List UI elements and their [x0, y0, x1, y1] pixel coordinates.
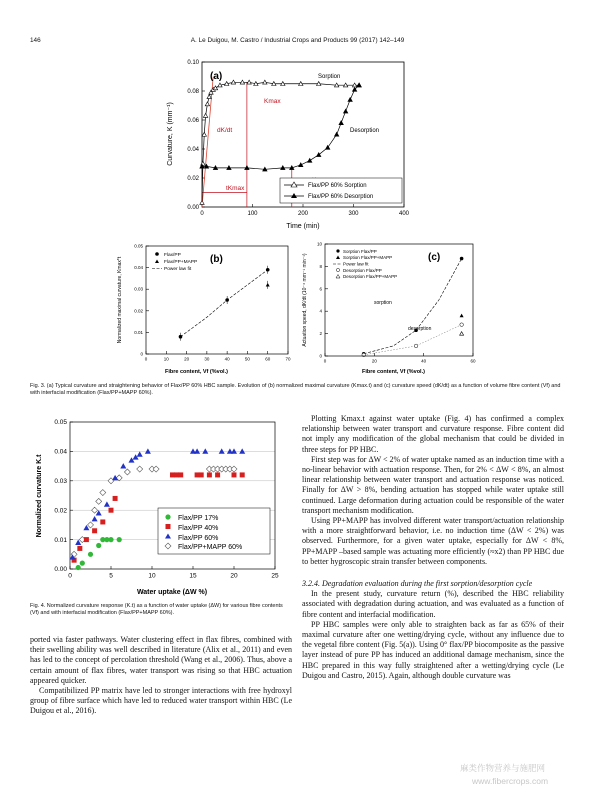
flax-pp-40-point [109, 508, 114, 513]
legend-sorption-flax-pp-mapp: Sorption Flax/PP+MAPP [343, 255, 393, 260]
y-tick-label: 0.02 [54, 507, 67, 515]
y-tick-label: 0 [319, 353, 322, 359]
flax-pp-17-point [76, 565, 81, 570]
right-column-text [302, 414, 564, 681]
flax-pp-mapp-60-point [124, 469, 130, 475]
legend-flax-pp-60: Flax/PP 60% [178, 535, 219, 542]
sorption-point [213, 86, 217, 90]
y-tick-label: 4 [319, 308, 322, 314]
sorption-flax-pp-mapp-point [460, 314, 464, 318]
annotation-sorption: Sorption [318, 74, 341, 80]
y-tick-label: 0.10 [187, 60, 199, 66]
flax-pp-40-point [199, 472, 204, 477]
figure-3b-chart [110, 240, 295, 375]
left-column-text [30, 635, 292, 717]
paragraph: In the present study, curvature return (%), described the HBC reliability associated with degradation during actuation, and was evaluated as a function of fibre content and interfacial modification. [302, 589, 564, 619]
x-tick-label: 5 [109, 572, 113, 580]
annotation-tkmax: tKmax [226, 185, 245, 192]
flax-pp-60-point [202, 448, 208, 453]
legend-flax-pp: Flax/PP [164, 253, 181, 258]
flax-pp-60-point [194, 448, 200, 453]
x-tick-label: 20 [184, 356, 190, 362]
flax-pp-60-point [219, 448, 225, 453]
flax-pp-40-point [92, 528, 97, 533]
flax-pp-60-point [104, 501, 110, 506]
legend-flax-pp-mapp: Flax/PP+MAPP [164, 260, 198, 265]
x-tick-label: 60 [470, 358, 476, 364]
y-tick-label: 0.00 [187, 205, 199, 211]
x-tick-label: 50 [244, 356, 250, 362]
y-tick-label: 0.02 [187, 176, 199, 182]
legend-marker-green-circle [165, 514, 170, 519]
flax-pp-mapp-60-point [100, 490, 106, 496]
desorption-point [299, 163, 303, 167]
flax-pp-40-point [84, 537, 89, 542]
figure-4-caption: Fig. 4. Normalized curvature response (K.t) as a function of water uptake (ΔW) for various fibre contents (Vf) and with interfacial modification (Flax/PP+MAPP 60%). [30, 603, 283, 617]
flax-pp-point [225, 298, 229, 302]
page-number: 146 [30, 37, 41, 44]
y-tick-label: 0.08 [187, 89, 199, 95]
legend-flax-pp-17: Flax/PP 17% [178, 515, 219, 522]
x-tick-label: 400 [398, 211, 410, 217]
legend-desorption-flax-pp: Desorption Flax/PP [343, 268, 382, 273]
flax-pp-17-point [108, 537, 113, 542]
flax-pp-mapp-60-point [88, 522, 94, 528]
sorption-point [205, 102, 209, 106]
paragraph: PP HBC samples were only able to straighten back as far as 65% of their maximal curvature after one wetting/drying cycle, without any influence due to the vegetal fibre content (Fig. 5(a)). Using 0° flax/PP biocomposite as the passive layer instead of pure PP has induced an additional damage mechanism, since the HBC prepared in this way fully straightened after a wetting/drying cycle (Le Duigou and Castro, 2015). Again, although double curvature was [302, 619, 564, 680]
x-tick-label: 30 [204, 356, 210, 362]
flax-pp-17-point [88, 552, 93, 557]
flax-pp-60-point [231, 448, 237, 453]
legend-flax-pp-40: Flax/PP 40% [178, 525, 219, 532]
flax-pp-60-point [92, 516, 98, 521]
legend-flax-pp-mapp-60: Flax/PP+MAPP 60% [178, 544, 243, 551]
y-axis-label: Normalized maximal curvature, Kmax*t [117, 256, 123, 344]
y-tick-label: 0.05 [134, 243, 143, 249]
flax-pp-40-point [207, 472, 212, 477]
y-axis-label: Normalized curvature K.t [36, 454, 43, 538]
x-tick-label: 0 [144, 356, 148, 362]
sorption-point [207, 95, 211, 99]
paragraph: Plotting Kmax.t against water uptake (Fig. 4) has confirmed a complex relationship between water transport and curvature response. Fibre content did not imply any modification of the global mechanism that could be divided in three steps for PP HBC. [302, 414, 564, 454]
x-axis-label: Fibre content, Vf (%vol.) [362, 369, 425, 375]
sorption-flax-pp-point [460, 257, 464, 261]
flax-pp-mapp-60-point [153, 466, 159, 472]
x-tick-label: 40 [421, 358, 427, 364]
x-tick-label: 300 [348, 211, 359, 217]
watermark-line-2: www.fibercrops.com [472, 776, 549, 786]
y-tick-label: 6 [319, 286, 322, 292]
sorption-point [201, 161, 205, 165]
x-tick-label: 10 [163, 356, 169, 362]
flax-pp-point [179, 335, 183, 339]
flax-pp-mapp-60-point [231, 466, 237, 472]
y-tick-label: 0.04 [187, 147, 199, 153]
desorption-point [343, 109, 347, 113]
flax-pp-40-point [240, 472, 245, 477]
y-tick-label: 0.05 [54, 419, 67, 427]
y-tick-label: 0.03 [134, 286, 143, 292]
legend-power-law-fit: Power law fit [164, 267, 192, 272]
flax-pp-17-point [96, 543, 101, 548]
flax-pp-mapp-point [266, 283, 270, 287]
flax-pp-40-point [77, 546, 82, 551]
flax-pp-40-point [113, 496, 118, 501]
desorption-point [334, 132, 338, 136]
x-tick-label: 40 [224, 356, 230, 362]
legend-desorption-flax-pp-mapp: Desorption Flax/PP+MAPP [343, 274, 398, 279]
y-tick-label: 0.06 [187, 118, 199, 124]
x-tick-label: 15 [189, 572, 197, 580]
y-tick-label: 0.01 [134, 329, 143, 335]
desorption-point [325, 145, 329, 149]
running-title: A. Le Duigou, M. Castro / Industrial Crops and Products 99 (2017) 142–149 [190, 37, 405, 44]
legend-marker-red-square [166, 524, 171, 529]
figure-4-chart [30, 414, 290, 600]
desorption-point [339, 121, 343, 125]
y-axis-label: Actuation speed, dK/dt (10⁻⁴ mm⁻¹ min⁻¹) [302, 253, 308, 347]
sorption-point [202, 132, 206, 136]
figure-3a-chart [160, 52, 430, 232]
legend-sorption: Flax/PP 60% Sorption [308, 183, 367, 189]
annotation-kmax: Kmax [264, 98, 281, 105]
paragraph: Using PP+MAPP has involved different water transport/actuation relationship with a more straightforward behavior, i.e. no induction time (ΔW < 2%) was observed. Furthermore, for a given water uptake, especially for ΔW < 8%, PP+MAPP –based sample was actuating more efficiently (≈x2) than PP HBC due to better hygroscopic strain transfer between components. [302, 516, 564, 566]
legend-sorption-flax-pp: Sorption Flax/PP [343, 249, 377, 254]
y-tick-label: 0.04 [54, 448, 67, 456]
flax-pp-mapp-60-point [96, 498, 102, 504]
annotation-sorption: sorption [374, 300, 392, 306]
flax-pp-mapp-60-point [137, 466, 143, 472]
legend-power-law-fit: Power law fit [343, 261, 369, 267]
x-axis-label: Water uptake (ΔW %) [136, 589, 208, 596]
x-tick-label: 25 [271, 572, 279, 580]
figure-3c-chart [300, 240, 480, 375]
panel-label-b: (b) [210, 254, 223, 265]
flax-pp-60-point [145, 448, 151, 453]
flax-pp-40-point [232, 472, 237, 477]
annotation-desorption: desorption [408, 326, 432, 332]
flax-pp-60-point [120, 463, 126, 468]
power-law-fit-line [180, 270, 267, 337]
flax-pp-point [266, 268, 270, 272]
desorption-flax-pp-point [460, 323, 464, 327]
watermark-line-1: 麻类作物营养与施肥网 [460, 764, 546, 774]
legend-desorption: Flax/PP 60% Desorption [308, 194, 374, 200]
x-tick-label: 0 [68, 572, 72, 580]
x-tick-label: 100 [247, 211, 258, 217]
flax-pp-17-point [117, 537, 122, 542]
y-axis-label: Curvature, K (mm⁻¹) [167, 102, 174, 166]
x-tick-label: 0 [323, 358, 327, 364]
section-heading: 3.2.4. Degradation evaluation during the first sorption/desorption cycle [302, 579, 533, 589]
sorption-point [263, 80, 267, 84]
sorption-point [200, 200, 204, 204]
x-tick-label: 20 [371, 358, 377, 364]
paragraph: ported via faster pathways. Water clustering effect in flax fibres, combined with their swelling ability was well described in literature (Alix et al., 2011) and even has led to the concept of percolation threshold (Wang et al., 2006). Thus, above a certain amount of flax fibres, water transport was rising so that HBC actuation appeared quicker. [30, 635, 292, 685]
flax-pp-40-point [178, 472, 183, 477]
desorption-point [348, 98, 352, 102]
y-tick-label: 2 [319, 331, 322, 337]
paragraph: Compatibilized PP matrix have led to stronger interactions with free hydroxyl group of fibre surface which have led to reduced water transport within HBC (Le Duigou et al., 2016). [30, 686, 292, 716]
y-tick-label: 0.02 [134, 308, 143, 314]
y-tick-label: 10 [316, 241, 322, 247]
x-tick-label: 70 [285, 356, 291, 362]
annotation-dkdt: dK/dt [217, 127, 233, 134]
panel-label-c: (c) [428, 252, 441, 263]
paragraph: First step was for ΔW < 2% of water uptake named as an induction time with a no-linear behavior with actuation response. Then, for 2% < ΔW < 8%, an almost linear relationship between water transport and actuation response was noticed. Finally for ΔW > 8%, bending actuation has stopped while water uptake still continued. Large deformation during actuation could be responsible of the water transport mechanism modification. [302, 454, 564, 515]
y-tick-label: 0.00 [54, 566, 67, 574]
x-tick-label: 10 [148, 572, 156, 580]
figure-3-caption: Fig. 3. (a) Typical curvature and straightening behavior of Flax/PP 60% HBC sample. Evolution of (b) normalized maximal curvature (Kmax.t) and (c) curvature speed (dK/dt) as a function of volume fibre content (Vf) and with interfacial modification (Flax/PP+MAPP 60%). [30, 383, 561, 397]
y-tick-label: 8 [319, 263, 322, 269]
annotation-desorption: Desorption [350, 128, 380, 134]
x-tick-label: 200 [297, 211, 309, 217]
x-axis-label: Time (min) [286, 223, 320, 230]
desorption-flax-pp-mapp-point [460, 332, 464, 336]
x-tick-label: 20 [230, 572, 238, 580]
flax-pp-60-point [239, 448, 245, 453]
flax-pp-60-point [137, 451, 143, 456]
flax-pp-40-point [215, 472, 220, 477]
y-tick-label: 0.03 [54, 477, 67, 485]
y-tick-label: 0.01 [54, 536, 67, 544]
x-tick-label: 0 [200, 211, 204, 217]
x-tick-label: 60 [265, 356, 271, 362]
y-tick-label: 0.04 [134, 265, 143, 271]
flax-pp-17-point [80, 561, 85, 566]
x-axis-label: Fibre content, Vf (%vol.) [165, 369, 228, 375]
desorption-flax-pp-point [414, 344, 418, 348]
sorption-point [203, 113, 207, 117]
y-tick-label: 0 [140, 351, 143, 357]
flax-pp-40-point [100, 519, 105, 524]
flax-pp-mapp-60-point [92, 507, 98, 513]
desorption-point [308, 158, 312, 162]
panel-label-a: (a) [210, 71, 223, 82]
